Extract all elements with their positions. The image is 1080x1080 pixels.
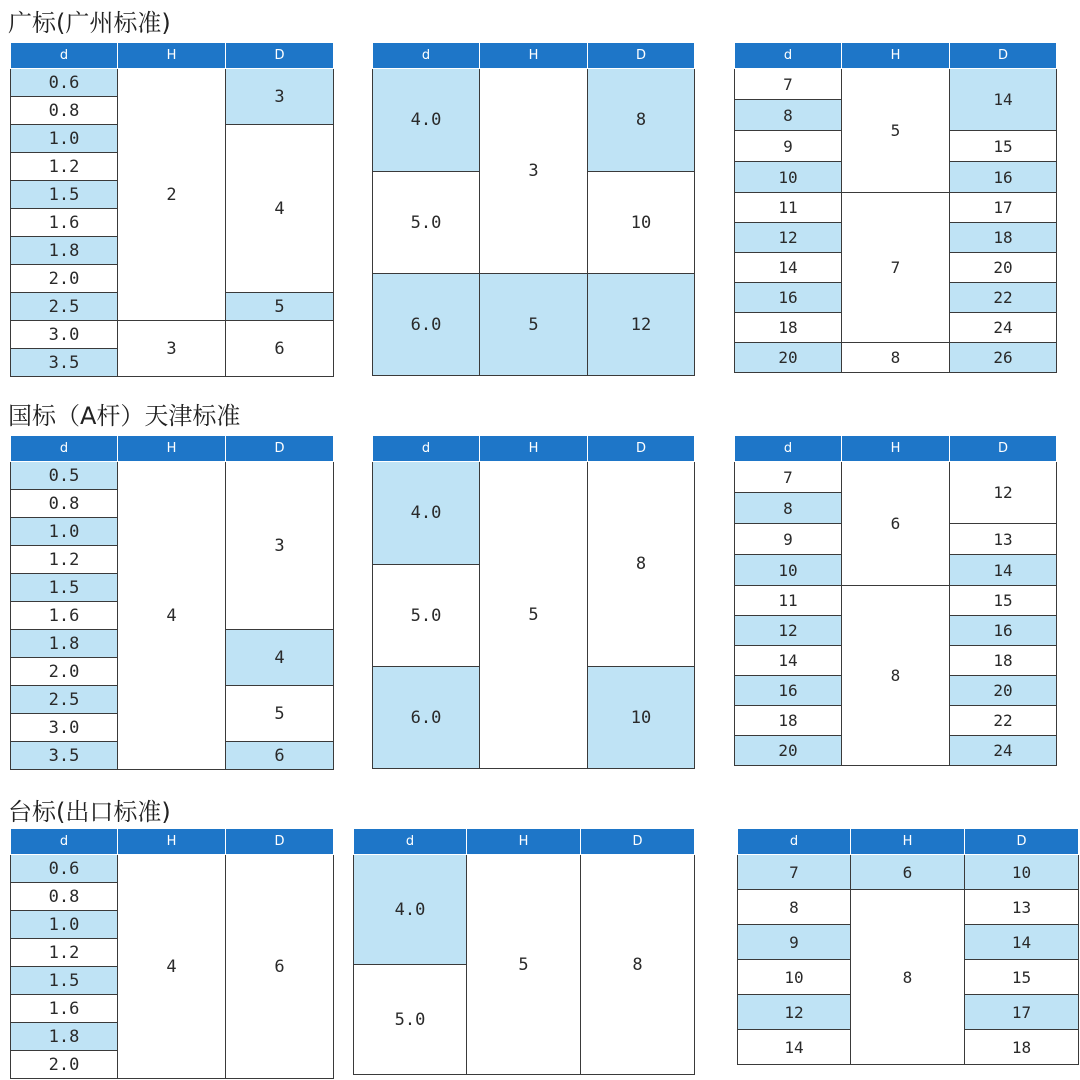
cell-outer-d: 6	[226, 742, 334, 770]
cell-outer-d: 13	[965, 890, 1079, 925]
cell-d: 9	[735, 524, 842, 555]
cell-outer-d: 3	[226, 69, 334, 125]
cell-d: 1.2	[11, 546, 118, 574]
cell-h: 5	[467, 855, 581, 1075]
cell-outer-d: 5	[226, 686, 334, 742]
header-h: H	[842, 43, 950, 69]
cell-d: 18	[735, 313, 842, 343]
cell-d: 14	[735, 646, 842, 676]
header-h: H	[480, 43, 588, 69]
spec-table-guangbiao-medium	[372, 42, 695, 376]
cell-outer-d: 13	[950, 524, 1057, 555]
cell-d: 7	[735, 462, 842, 493]
spec-table-guangbiao-small	[10, 42, 334, 377]
header-d-outer: D	[581, 829, 695, 855]
cell-d: 16	[735, 676, 842, 706]
cell-h: 8	[842, 586, 950, 766]
cell-d: 1.8	[11, 1023, 118, 1051]
spec-table-taibiao-small	[10, 828, 334, 1079]
cell-outer-d: 8	[588, 69, 695, 172]
cell-d: 0.8	[11, 883, 118, 911]
cell-d: 1.2	[11, 939, 118, 967]
header-h: H	[851, 829, 965, 855]
cell-d: 1.8	[11, 630, 118, 658]
cell-d: 1.6	[11, 602, 118, 630]
cell-d: 2.5	[11, 686, 118, 714]
header-d-outer: D	[588, 436, 695, 462]
cell-d: 0.6	[11, 69, 118, 97]
header-d: d	[738, 829, 851, 855]
header-h: H	[480, 436, 588, 462]
header-d-outer: D	[950, 43, 1057, 69]
cell-outer-d: 10	[588, 667, 695, 769]
header-d: d	[11, 43, 118, 69]
cell-h: 7	[842, 193, 950, 343]
cell-outer-d: 4	[226, 630, 334, 686]
cell-d: 1.8	[11, 237, 118, 265]
cell-d: 10	[735, 162, 842, 193]
cell-d: 1.6	[11, 209, 118, 237]
cell-d: 20	[735, 343, 842, 373]
cell-d: 5.0	[373, 172, 480, 274]
cell-outer-d: 8	[581, 855, 695, 1075]
cell-outer-d: 24	[950, 313, 1057, 343]
header-d-outer: D	[950, 436, 1057, 462]
cell-outer-d: 20	[950, 676, 1057, 706]
cell-d: 3.0	[11, 714, 118, 742]
spec-table-taibiao-large	[737, 828, 1079, 1065]
cell-outer-d: 12	[950, 462, 1057, 524]
cell-outer-d: 26	[950, 343, 1057, 373]
section-title-guobiao: 国标（A杆）天津标准	[8, 402, 241, 430]
header-d-outer: D	[965, 829, 1079, 855]
cell-d: 1.6	[11, 995, 118, 1023]
cell-d: 12	[735, 616, 842, 646]
cell-h: 3	[480, 69, 588, 274]
header-d-outer: D	[226, 829, 334, 855]
cell-h: 3	[118, 321, 226, 377]
cell-d: 0.8	[11, 490, 118, 518]
cell-d: 20	[735, 736, 842, 766]
cell-d: 2.0	[11, 265, 118, 293]
cell-d: 3.0	[11, 321, 118, 349]
cell-outer-d: 12	[588, 274, 695, 376]
cell-d: 10	[735, 555, 842, 586]
cell-h: 5	[480, 274, 588, 376]
cell-h: 8	[851, 890, 965, 1065]
header-h: H	[118, 436, 226, 462]
header-d: d	[354, 829, 467, 855]
header-d: d	[11, 829, 118, 855]
cell-d: 8	[738, 890, 851, 925]
cell-d: 5.0	[354, 965, 467, 1075]
section-title-taibiao: 台标(出口标准)	[8, 798, 171, 826]
cell-d: 1.5	[11, 181, 118, 209]
cell-d: 0.5	[11, 462, 118, 490]
cell-outer-d: 14	[965, 925, 1079, 960]
cell-outer-d: 8	[588, 462, 695, 667]
cell-d: 11	[735, 193, 842, 223]
cell-outer-d: 3	[226, 462, 334, 630]
cell-d: 3.5	[11, 349, 118, 377]
cell-outer-d: 22	[950, 706, 1057, 736]
cell-d: 8	[735, 493, 842, 524]
cell-outer-d: 15	[950, 586, 1057, 616]
spec-table-guobiao-medium	[372, 435, 695, 769]
cell-outer-d: 16	[950, 162, 1057, 193]
cell-outer-d: 5	[226, 293, 334, 321]
header-h: H	[118, 829, 226, 855]
header-h: H	[842, 436, 950, 462]
cell-d: 4.0	[373, 462, 480, 565]
cell-outer-d: 17	[965, 995, 1079, 1030]
header-h: H	[118, 43, 226, 69]
header-d: d	[373, 43, 480, 69]
cell-outer-d: 15	[965, 960, 1079, 995]
header-d: d	[373, 436, 480, 462]
cell-d: 12	[738, 995, 851, 1030]
header-d-outer: D	[588, 43, 695, 69]
cell-outer-d: 20	[950, 253, 1057, 283]
cell-d: 12	[735, 223, 842, 253]
cell-d: 18	[735, 706, 842, 736]
cell-outer-d: 18	[950, 646, 1057, 676]
cell-d: 9	[735, 131, 842, 162]
header-d-outer: D	[226, 436, 334, 462]
cell-outer-d: 6	[226, 855, 334, 1079]
cell-h: 5	[480, 462, 588, 769]
cell-outer-d: 4	[226, 125, 334, 293]
cell-d: 4.0	[373, 69, 480, 172]
cell-d: 9	[738, 925, 851, 960]
cell-d: 6.0	[373, 274, 480, 376]
cell-d: 11	[735, 586, 842, 616]
cell-outer-d: 17	[950, 193, 1057, 223]
header-d: d	[735, 43, 842, 69]
cell-d: 6.0	[373, 667, 480, 769]
cell-d: 10	[738, 960, 851, 995]
cell-d: 5.0	[373, 565, 480, 667]
cell-d: 7	[738, 855, 851, 890]
cell-h: 4	[118, 855, 226, 1079]
cell-d: 1.5	[11, 967, 118, 995]
cell-outer-d: 22	[950, 283, 1057, 313]
spec-table-guobiao-large	[734, 435, 1057, 766]
cell-d: 14	[738, 1030, 851, 1065]
cell-h: 5	[842, 69, 950, 193]
cell-d: 8	[735, 100, 842, 131]
cell-outer-d: 18	[965, 1030, 1079, 1065]
cell-d: 1.0	[11, 125, 118, 153]
cell-d: 0.6	[11, 855, 118, 883]
header-d: d	[735, 436, 842, 462]
cell-h: 2	[118, 69, 226, 321]
cell-outer-d: 16	[950, 616, 1057, 646]
cell-h: 4	[118, 462, 226, 770]
cell-h: 6	[842, 462, 950, 586]
cell-d: 1.5	[11, 574, 118, 602]
cell-d: 1.2	[11, 153, 118, 181]
cell-d: 4.0	[354, 855, 467, 965]
spec-table-taibiao-medium	[353, 828, 695, 1075]
cell-d: 1.0	[11, 911, 118, 939]
cell-outer-d: 14	[950, 555, 1057, 586]
cell-outer-d: 18	[950, 223, 1057, 253]
header-h: H	[467, 829, 581, 855]
cell-d: 3.5	[11, 742, 118, 770]
cell-d: 0.8	[11, 97, 118, 125]
cell-d: 1.0	[11, 518, 118, 546]
cell-outer-d: 10	[588, 172, 695, 274]
cell-outer-d: 14	[950, 69, 1057, 131]
cell-d: 16	[735, 283, 842, 313]
cell-d: 2.0	[11, 658, 118, 686]
header-d-outer: D	[226, 43, 334, 69]
cell-d: 2.5	[11, 293, 118, 321]
cell-outer-d: 10	[965, 855, 1079, 890]
cell-outer-d: 24	[950, 736, 1057, 766]
cell-h: 8	[842, 343, 950, 373]
cell-outer-d: 6	[226, 321, 334, 377]
spec-table-guangbiao-large	[734, 42, 1057, 373]
cell-d: 14	[735, 253, 842, 283]
header-d: d	[11, 436, 118, 462]
cell-outer-d: 15	[950, 131, 1057, 162]
cell-d: 7	[735, 69, 842, 100]
spec-table-guobiao-small	[10, 435, 334, 770]
cell-d: 2.0	[11, 1051, 118, 1079]
cell-h: 6	[851, 855, 965, 890]
section-title-guangbiao: 广标(广州标准)	[8, 9, 171, 37]
